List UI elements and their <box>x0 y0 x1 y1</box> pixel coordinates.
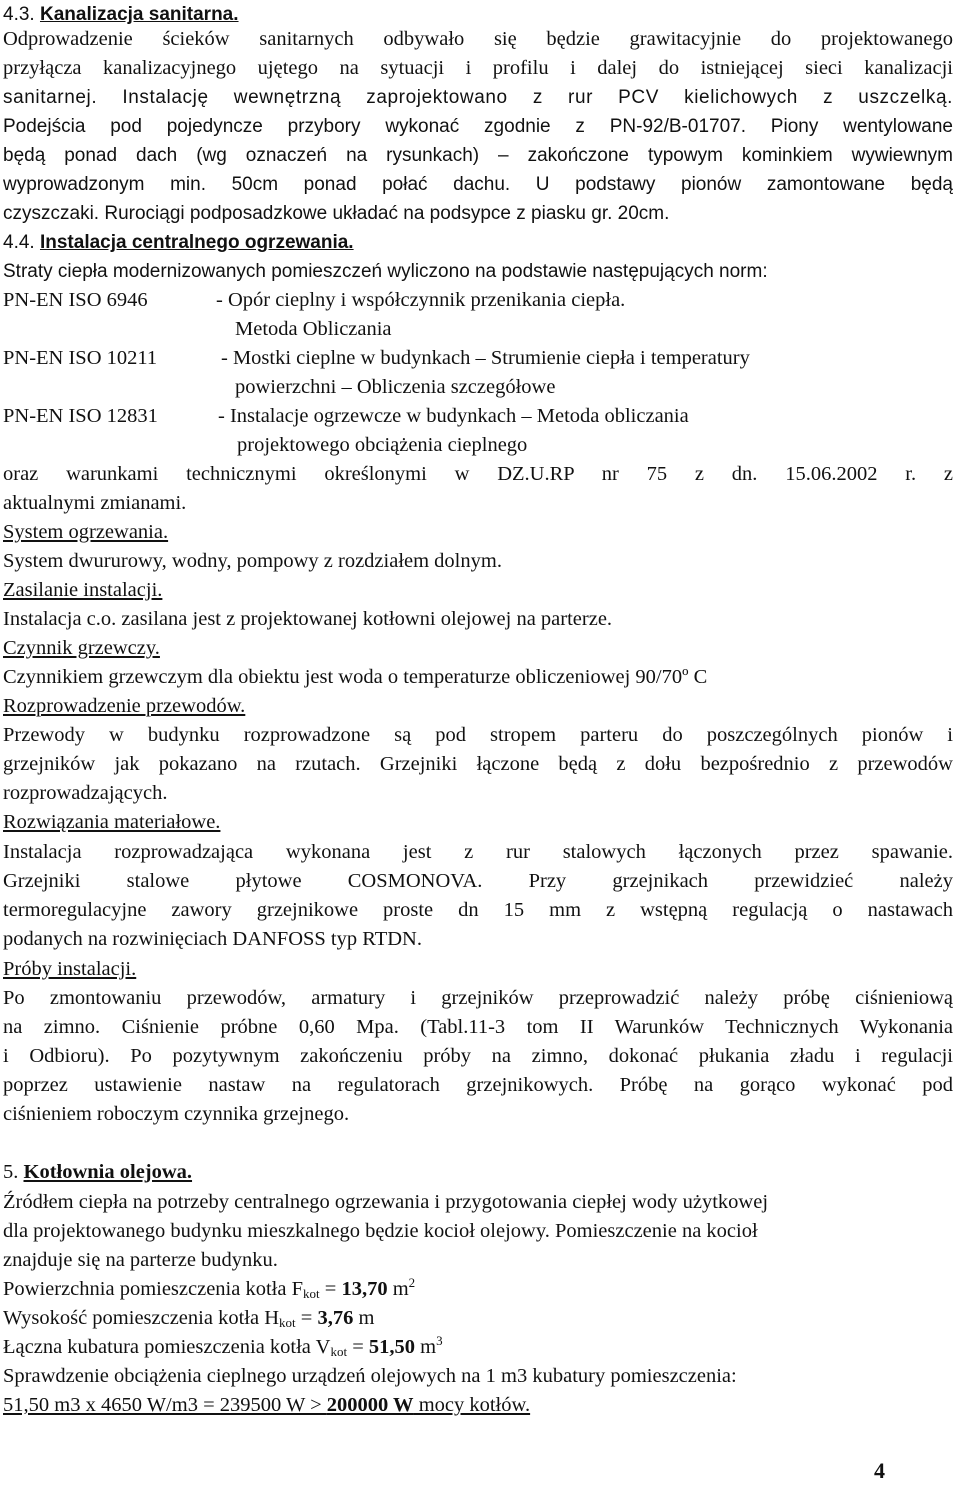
paragraph-line: na zimno. Ciśnienie próbne 0,60 Mpa. (Tabl.11-3 tom II Warunków Technicznych Wykonania <box>3 1016 953 1038</box>
paragraph-line: Odprowadzenie ścieków sanitarnych odbywało się będzie grawitacyjnie do projektowanego <box>3 28 953 50</box>
paragraph-line: Sprawdzenie obciążenia cieplnego urządzeń olejowych na 1 m3 kubatury pomieszczenia: <box>3 1365 737 1387</box>
paragraph-line: Przewody w budynku rozprowadzone są pod stropem parteru do poszczególnych pionów i <box>3 724 953 746</box>
boiler-room-height: Wysokość pomieszczenia kotła $H_{kot} = 3,76$ m <box>3 1307 375 1330</box>
norm-description: projektowego obciążenia cieplnego <box>237 434 528 456</box>
paragraph-line: System dwururowy, wodny, pompowy z rozdziałem dolnym. <box>3 550 502 572</box>
paragraph-line: Podejścia pod pojedyncze przybory wykonać zgodnie z PN-92/B-01707. Piony wentylowane <box>3 116 953 137</box>
paragraph-line: aktualnymi zmianami. <box>3 492 187 514</box>
norm-code: PN-EN ISO 12831 <box>3 405 158 427</box>
paragraph-line: Grzejniki stalowe płytowe COSMONOVA. Przy grzejnikach przewidzieć należy <box>3 870 953 892</box>
paragraph-line: znajduje się na parterze budynku. <box>3 1249 278 1271</box>
section-heading-5: 5. Kotłownia olejowa. <box>3 1161 193 1183</box>
paragraph-line: Po zmontowaniu przewodów, armatury i grzejników przeprowadzić należy próbę ciśnieniową <box>3 987 953 1009</box>
paragraph-line: przyłącza kanalizacyjnego ujętego na sytuacji i profilu i dalej do istniejącej sieci kanalizacji <box>3 57 953 79</box>
paragraph-line: oraz warunkami technicznymi określonymi w DZ.U.RP nr 75 z dn. 15.06.2002 r. z <box>3 463 953 485</box>
subheading-rozprowadzenie: Rozprowadzenie przewodów. <box>3 695 246 717</box>
norm-description: - Instalacje ogrzewcze w budynkach – Metoda obliczania <box>218 405 689 427</box>
paragraph-line: podanych na rozwinięciach DANFOSS typ RTDN. <box>3 928 422 950</box>
paragraph-line: Czynnikiem grzewczym dla obiektu jest woda o temperaturze obliczeniowej 90/70º C <box>3 666 708 688</box>
subheading-czynnik: Czynnik grzewczy. <box>3 637 160 659</box>
paragraph-line: termoregulacyjne zawory grzejnikowe proste dn 15 mm z wstępną regulacją o nastawach <box>3 899 953 921</box>
paragraph-line: wyprowadzonym min. 50cm ponad połać dachu. U podstawy pionów zamontowane będą <box>3 174 953 195</box>
paragraph-line: i Odbioru). Po pozytywnym zakończeniu próby na zimno, dokonać płukania zładu i regulacji <box>3 1045 953 1067</box>
norm-code: PN-EN ISO 6946 <box>3 289 148 311</box>
paragraph-line: rozprowadzających. <box>3 782 168 804</box>
paragraph-line: sanitarnej. Instalację wewnętrzną zaprojektowano z rur PCV kielichowych z uszczelką. <box>3 87 953 108</box>
straty-text: Straty ciepła modernizowanych pomieszczeń wyliczono na podstawie następujących norm: <box>3 261 768 282</box>
section-heading-4-4: 4.4. Instalacja centralnego ogrzewania. <box>3 232 354 253</box>
paragraph-line: dla projektowanego budynku mieszkalnego będzie kocioł olejowy. Pomieszczenie na kocioł <box>3 1220 758 1242</box>
norm-row <box>3 286 953 316</box>
paragraph-line: Instalacja rozprowadzająca wykonana jest z rur stalowych łączonych przez spawanie. <box>3 841 953 863</box>
norm-row <box>3 402 953 432</box>
paragraph-line: Instalacja c.o. zasilana jest z projektowanej kotłowni olejowej na parterze. <box>3 608 613 630</box>
paragraph-line: poprzez ustawienie nastaw na regulatorach grzejnikowych. Próbę na gorąco wykonać pod <box>3 1074 953 1096</box>
page-number: 4 <box>874 1458 885 1483</box>
norm-description: powierzchni – Obliczenia szczegółowe <box>235 376 556 398</box>
paragraph-line: czyszczaki. Rurociągi podposadzkowe układać na podsypce z piasku gr. 20cm. <box>3 203 670 224</box>
norm-description: Metoda Obliczania <box>235 318 392 340</box>
paragraph-line: będą ponad dach (wg oznaczeń na rysunkach) – zakończone typowym kominkiem wywiewnym <box>3 145 953 166</box>
boiler-room-volume: Łączna kubatura pomieszczenia kotła $V_{kot} = 51,50$ $m^3$ <box>3 1333 443 1359</box>
section-heading-4-3: 4.3. Kanalizacja sanitarna. <box>3 4 239 25</box>
paragraph-line: grzejników jak pokazano na rzutach. Grzejniki łączone będą z dołu bezpośrednio z przewodów <box>3 753 953 775</box>
subheading-proby: Próby instalacji. <box>3 958 137 980</box>
subheading-zasilanie: Zasilanie instalacji. <box>3 579 163 601</box>
load-calculation <box>3 1391 953 1421</box>
norm-row <box>3 344 953 374</box>
boiler-room-area: Powierzchnia pomieszczenia kotła $F_{kot} = 13,70$ $m^2$ <box>3 1275 416 1301</box>
paragraph-line: Źródłem ciepła na potrzeby centralnego ogrzewania i przygotowania ciepłej wody użytkowej <box>3 1191 769 1213</box>
subheading-system: System ogrzewania. <box>3 521 169 543</box>
norm-description: - Opór cieplny i współczynnik przenikania ciepła. <box>216 289 626 311</box>
subheading-rozwiazania: Rozwiązania materiałowe. <box>3 811 221 833</box>
norm-description: - Mostki cieplne w budynkach – Strumienie ciepła i temperatury <box>221 347 750 369</box>
paragraph-line: ciśnieniem roboczym czynnika grzejnego. <box>3 1103 350 1125</box>
calc-text: 51,50 m3 x 4650 W/m3 = 239500 W > 200000 W mocy kotłów. <box>3 1394 531 1416</box>
norm-code: PN-EN ISO 10211 <box>3 347 158 369</box>
